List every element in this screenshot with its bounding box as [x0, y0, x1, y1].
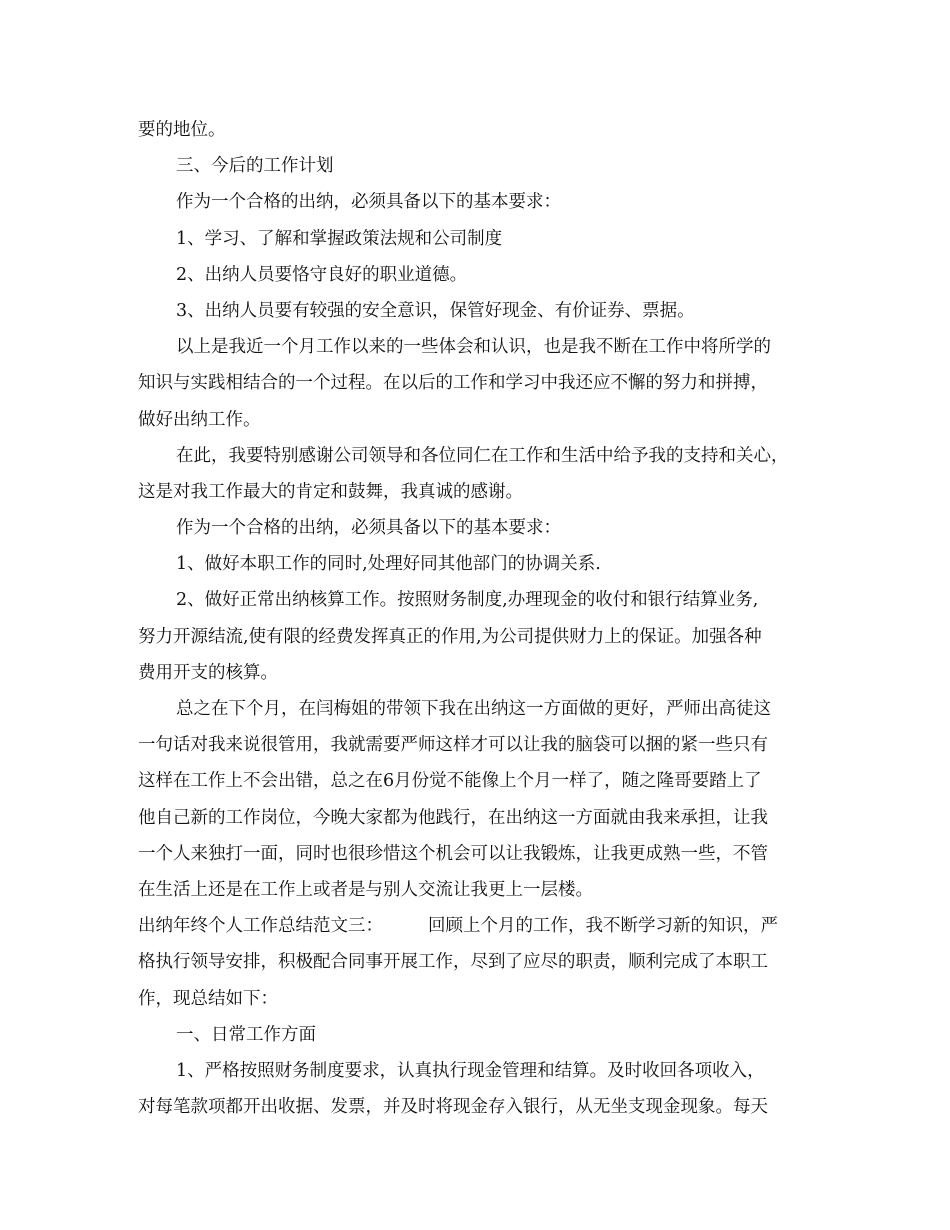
section3-lead: 回顾上个月的工作，我不断学习新的知识，严: [428, 916, 778, 937]
paragraph-line: 做好出纳工作。: [138, 409, 261, 430]
paragraph-line: 在生活上还是在工作上或者是与别人交流让我更上一层楼。: [138, 879, 593, 900]
paragraph-line: 要的地位。: [138, 120, 226, 140]
paragraph-line: 这是对我工作最大的肯定和鼓舞，我真诚的感谢。: [138, 481, 523, 502]
paragraph-line: 一句话对我来说很管用，我就需要严师这样才可以让我的脑袋可以捆的紧一些只有: [138, 735, 768, 756]
paragraph-line: 他自己新的工作岗位，今晚大家都为他践行，在出纳这一方面就由我来承担，让我: [138, 807, 768, 828]
paragraph-line: 知识与实践相结合的一个过程。在以后的工作和学习中我还应不懈的努力和拼搏，: [138, 373, 768, 394]
paragraph-line: 在此，我要特别感谢公司领导和各位同仁在工作和生活中给予我的支持和关心，: [176, 445, 789, 466]
paragraph-line: 以上是我近一个月工作以来的一些体会和认识，也是我不断在工作中将所学的: [176, 337, 771, 358]
paragraph-line: 这样在工作上不会出错，总之在6月份觉不能像上个月一样了，随之隆哥要踏上了: [138, 771, 762, 792]
list-item: 1、学习、了解和掌握政策法规和公司制度: [176, 228, 503, 249]
list-item: 1、严格按照财务制度要求，认真执行现金管理和结算。及时收回各项收入，: [176, 1060, 765, 1081]
paragraph-line: 格执行领导安排，积极配合同事开展工作，尽到了应尽的职责，顺利完成了本职工: [138, 952, 768, 973]
paragraph-line: 作为一个合格的出纳，必须具备以下的基本要求：: [176, 192, 561, 213]
paragraph-line: 作，现总结如下：: [138, 988, 278, 1009]
section-heading: 一、日常工作方面: [176, 1024, 316, 1045]
paragraph-line: 总之在下个月，在闫梅姐的带领下我在出纳这一方面做的更好，严师出高徒这: [176, 699, 771, 719]
list-item: 2、出纳人员要恪守良好的职业道德。: [176, 264, 468, 285]
section-heading: 三、今后的工作计划: [176, 156, 334, 177]
list-item: 1、做好本职工作的同时,处理好同其他部门的协调关系.: [176, 554, 601, 575]
paragraph-line: 努力开源结流,使有限的经费发挥真正的作用,为公司提供财力上的保证。加强各种: [138, 626, 762, 647]
section3-heading: 出纳年终个人工作总结范文三：: [138, 916, 383, 937]
document-body: [138, 112, 818, 1125]
paragraph-line: 一个人来独打一面，同时也很珍惜这个机会可以让我锻炼，让我更成熟一些，不管: [138, 843, 768, 864]
list-item: 3、出纳人员要有较强的安全意识，保管好现金、有价证券、票据。: [176, 300, 695, 321]
paragraph-line: 费用开支的核算。: [138, 662, 278, 683]
paragraph-line: 作为一个合格的出纳，必须具备以下的基本要求：: [176, 518, 561, 539]
section3-line: [138, 908, 818, 944]
paragraph-line: 对每笔款项都开出收据、发票，并及时将现金存入银行，从无坐支现金现象。每天: [138, 1097, 768, 1118]
list-item: 2、做好正常出纳核算工作。按照财务制度,办理现金的收付和银行结算业务,: [176, 590, 759, 611]
